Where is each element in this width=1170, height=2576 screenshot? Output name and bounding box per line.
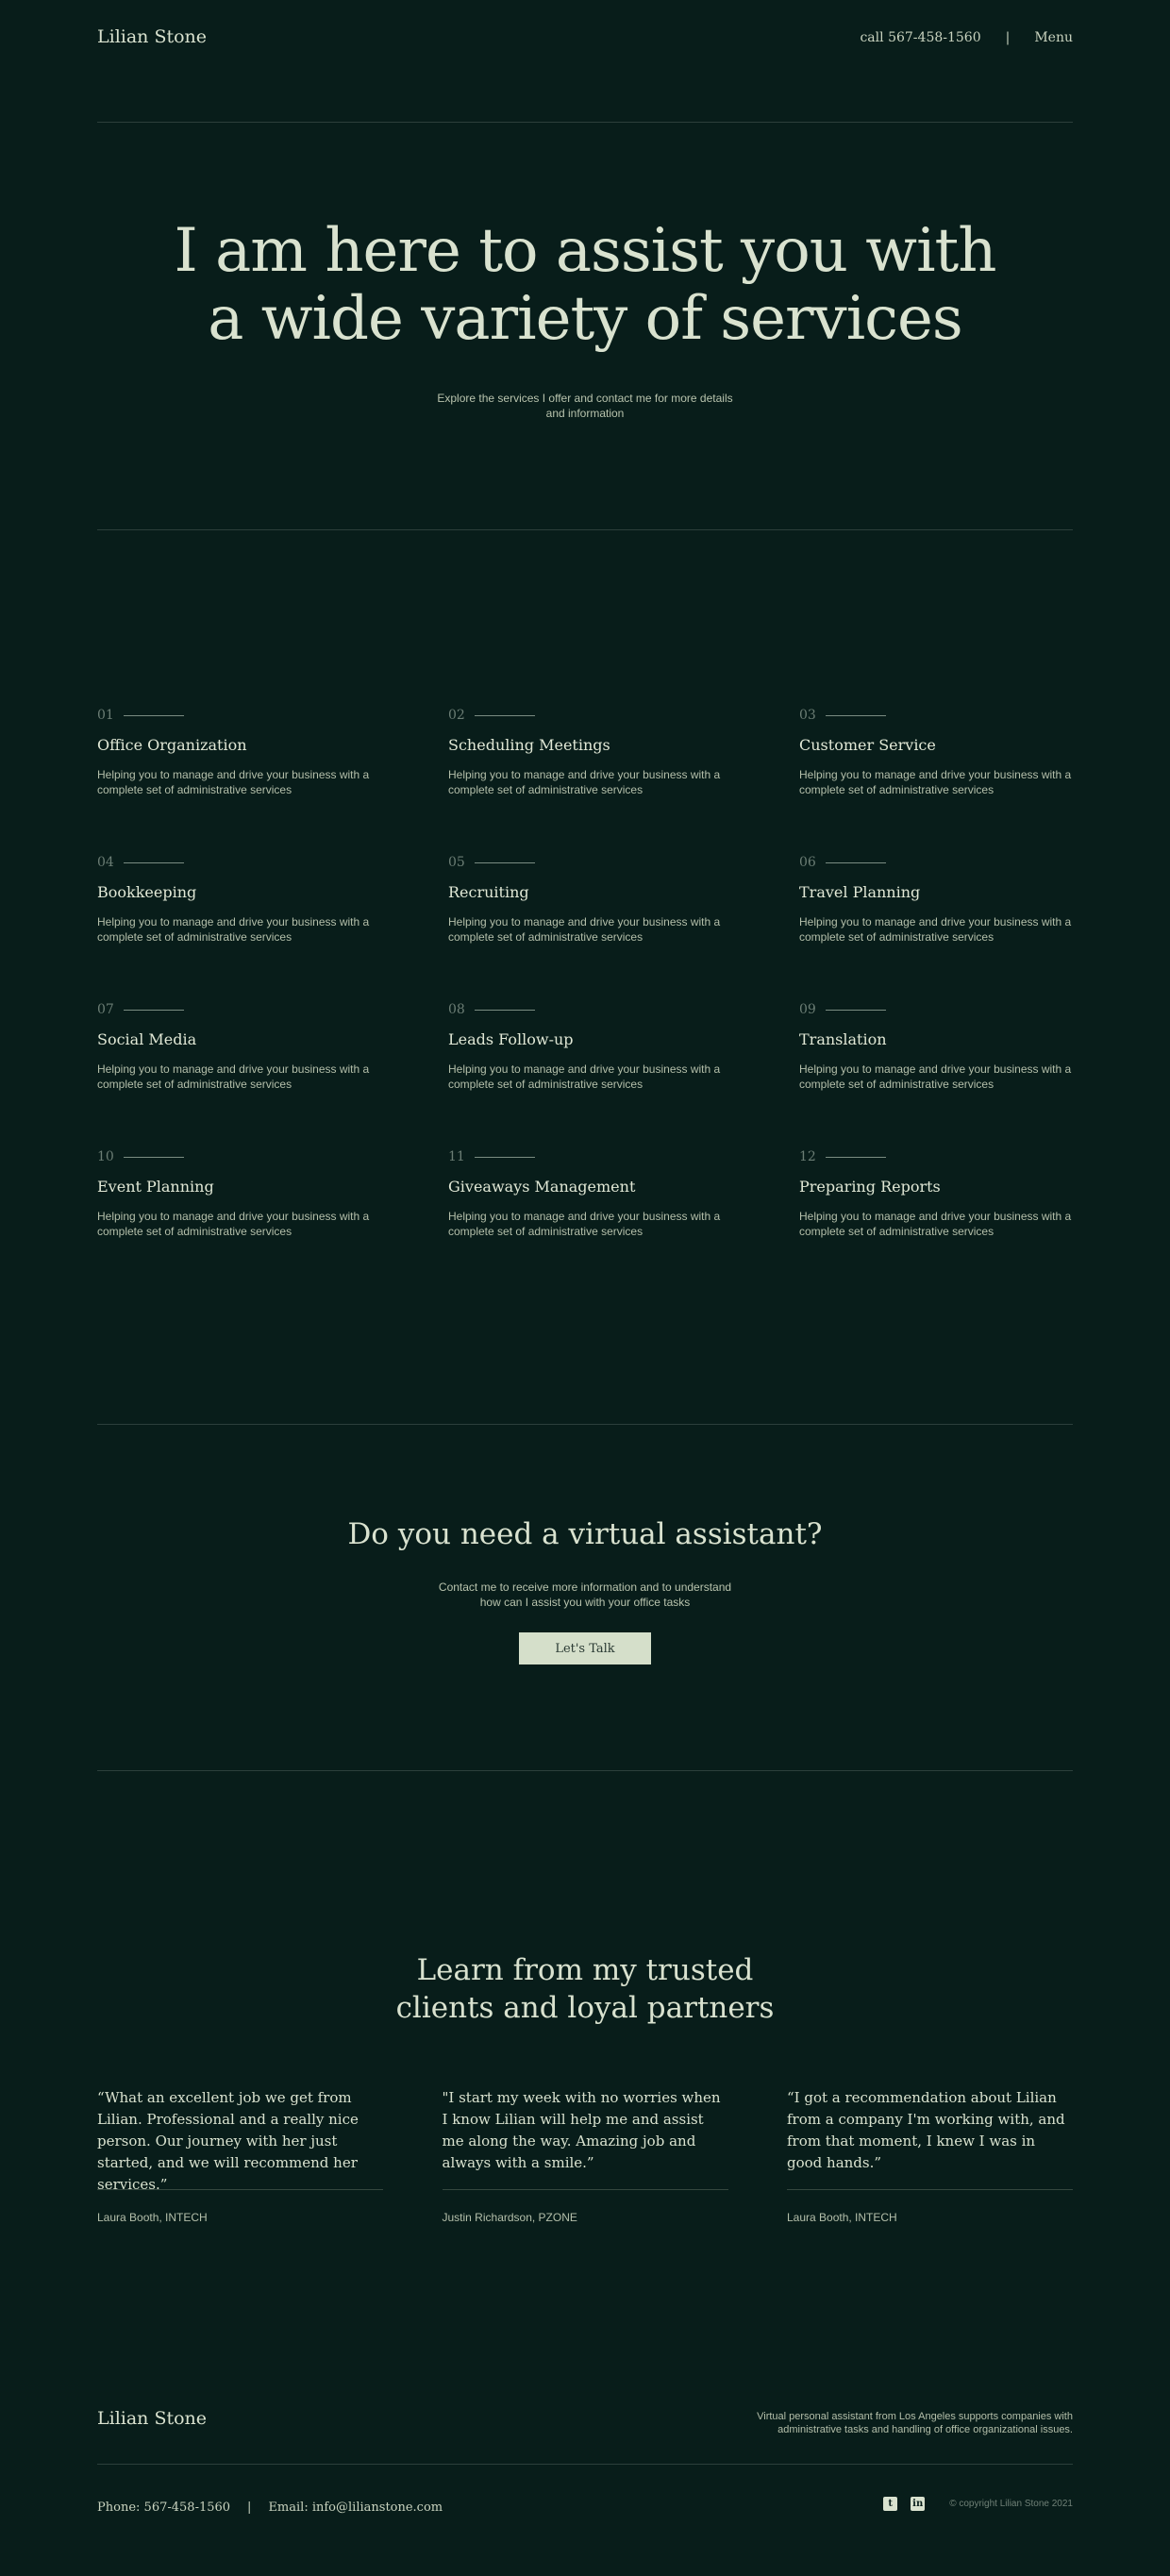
service-card — [799, 1002, 1073, 1149]
service-card — [448, 1002, 799, 1149]
service-number-line — [475, 1010, 535, 1011]
service-description: Helping you to manage and drive your business with a complete set of administrative services — [97, 1210, 370, 1238]
service-number-row — [799, 708, 1073, 723]
testimonials-title — [97, 1951, 1073, 2027]
cta-text: Contact me to receive more information and to understand how can I assist you with your office tasks — [438, 1581, 732, 1609]
service-description: Helping you to manage and drive your business with a complete set of administrative services — [799, 1210, 1072, 1238]
service-number: 05 — [448, 855, 465, 870]
lets-talk-button[interactable]: Let's Talk — [519, 1632, 651, 1664]
service-description: Helping you to manage and drive your business with a complete set of administrative services — [97, 1062, 370, 1091]
service-card — [799, 855, 1073, 1002]
footer-top — [97, 2408, 1073, 2446]
service-card — [97, 855, 448, 1002]
service-number: 06 — [799, 855, 816, 870]
service-description: Helping you to manage and drive your business with a complete set of administrative services — [448, 915, 721, 944]
service-card — [448, 855, 799, 1002]
hero-title-line1: I am here to assist you with — [174, 216, 996, 286]
header-divider: | — [1005, 30, 1011, 45]
hero-title-line2: a wide variety of services — [208, 284, 962, 354]
service-title: Translation — [799, 1030, 887, 1048]
service-title: Event Planning — [97, 1178, 214, 1196]
testimonial-quote: "I start my week with no worries when I know Lilian will help me and assist me along the way. Amazing job and always with a smile.” — [442, 2089, 721, 2171]
footer-email-link[interactable] — [268, 2501, 443, 2515]
service-description: Helping you to manage and drive your business with a complete set of administrative services — [799, 915, 1072, 944]
footer-email-label: Email: — [268, 2501, 309, 2515]
footer-logo[interactable]: Lilian Stone — [97, 2408, 208, 2429]
footer-phone: 567-458-1560 — [143, 2501, 231, 2515]
testimonial-divider — [787, 2189, 1073, 2190]
service-number-line — [826, 715, 886, 716]
header-right — [860, 30, 1073, 45]
service-number-line — [475, 862, 535, 863]
service-number-row — [97, 1149, 448, 1164]
service-number-line — [124, 1157, 184, 1158]
service-number: 09 — [799, 1002, 816, 1017]
testimonial-author: Laura Booth, INTECH — [787, 2211, 897, 2224]
service-title: Customer Service — [799, 736, 936, 754]
service-card — [97, 1002, 448, 1149]
service-card — [448, 708, 799, 855]
footer-description: Virtual personal assistant from Los Angeles supports companies with administrative tasks and handling of office organizational issues. — [757, 2411, 1073, 2435]
service-number-line — [124, 715, 184, 716]
service-number-row — [448, 855, 799, 870]
footer-contact — [97, 2501, 443, 2515]
service-card — [97, 1149, 448, 1296]
testimonials-list — [97, 2087, 1073, 2224]
footer-phone-link[interactable] — [97, 2501, 230, 2515]
testimonial-divider — [443, 2189, 728, 2190]
service-number: 10 — [97, 1149, 114, 1164]
service-number-row — [97, 855, 448, 870]
service-description: Helping you to manage and drive your business with a complete set of administrative services — [97, 768, 370, 796]
footer-email: info@lilianstone.com — [311, 2501, 443, 2515]
service-number: 11 — [448, 1149, 465, 1164]
service-number-row — [97, 1002, 448, 1017]
service-card — [448, 1149, 799, 1296]
testimonial — [787, 2087, 1073, 2224]
footer-bottom — [97, 2497, 1073, 2525]
hero — [97, 217, 1073, 421]
service-number-line — [826, 1010, 886, 1011]
service-title: Preparing Reports — [799, 1178, 941, 1196]
testimonial — [97, 2087, 383, 2224]
cta-section — [97, 1517, 1073, 1664]
service-number-row — [448, 1149, 799, 1164]
service-title: Recruiting — [448, 883, 529, 901]
testimonials-title-line2: clients and loyal partners — [395, 1991, 775, 2025]
service-card — [799, 1149, 1073, 1296]
service-number-row — [97, 708, 448, 723]
service-number: 04 — [97, 855, 114, 870]
divider — [97, 529, 1073, 530]
service-number: 01 — [97, 708, 114, 723]
logo[interactable]: Lilian Stone — [97, 26, 208, 47]
service-card — [799, 708, 1073, 855]
service-number-line — [826, 862, 886, 863]
copyright: © copyright Lilian Stone 2021 — [949, 2499, 1073, 2509]
service-description: Helping you to manage and drive your business with a complete set of administrative services — [799, 768, 1072, 796]
social-links — [883, 2497, 1073, 2511]
divider — [97, 122, 1073, 123]
service-description: Helping you to manage and drive your business with a complete set of administrative services — [97, 915, 370, 944]
service-title: Social Media — [97, 1030, 197, 1048]
testimonial — [443, 2087, 728, 2224]
service-number-row — [799, 1002, 1073, 1017]
divider — [97, 1770, 1073, 1771]
service-title: Office Organization — [97, 736, 247, 754]
twitter-icon[interactable]: t — [883, 2497, 897, 2511]
service-description: Helping you to manage and drive your business with a complete set of administrative services — [799, 1062, 1072, 1091]
service-title: Scheduling Meetings — [448, 736, 610, 754]
testimonial-quote: “I got a recommendation about Lilian from a company I'm working with, and from that moment, I knew I was in good hands.” — [787, 2089, 1065, 2171]
service-title: Bookkeeping — [97, 883, 197, 901]
testimonial-author: Justin Richardson, PZONE — [442, 2211, 577, 2224]
service-number-row — [448, 1002, 799, 1017]
service-number-line — [124, 1010, 184, 1011]
call-label: call — [860, 30, 884, 45]
header-phone: 567-458-1560 — [888, 30, 981, 45]
service-number: 12 — [799, 1149, 816, 1164]
service-title: Giveaways Management — [448, 1178, 636, 1196]
divider — [97, 1424, 1073, 1425]
divider — [97, 2464, 1073, 2465]
service-number-row — [448, 708, 799, 723]
service-number-line — [124, 862, 184, 863]
testimonials-title-line1: Learn from my trusted — [416, 1953, 754, 1987]
hero-title — [97, 217, 1073, 353]
menu-button[interactable]: Menu — [1034, 30, 1073, 45]
service-number-line — [475, 715, 535, 716]
service-number-line — [475, 1157, 535, 1158]
service-title: Leads Follow-up — [448, 1030, 574, 1048]
testimonial-author: Laura Booth, INTECH — [97, 2211, 208, 2224]
service-number: 07 — [97, 1002, 114, 1017]
footer-phone-label: Phone: — [97, 2501, 141, 2515]
linkedin-icon[interactable]: in — [912, 2499, 924, 2509]
cta-title: Do you need a virtual assistant? — [347, 1517, 823, 1551]
services-grid — [97, 708, 1073, 1296]
hero-subtitle: Explore the services I offer and contact me for more details and information — [437, 392, 733, 420]
service-number: 08 — [448, 1002, 465, 1017]
service-title: Travel Planning — [799, 883, 921, 901]
service-card — [97, 708, 448, 855]
service-number-line — [826, 1157, 886, 1158]
service-number: 02 — [448, 708, 465, 723]
service-description: Helping you to manage and drive your business with a complete set of administrative services — [448, 1062, 721, 1091]
service-description: Helping you to manage and drive your business with a complete set of administrative services — [448, 1210, 721, 1238]
service-number-row — [799, 1149, 1073, 1164]
service-number: 03 — [799, 708, 816, 723]
call-link[interactable] — [860, 30, 980, 45]
service-number-row — [799, 855, 1073, 870]
site-header — [97, 0, 1073, 75]
footer-divider: | — [247, 2501, 252, 2515]
testimonial-quote: “What an excellent job we get from Lilian. Professional and a really nice person. Our journey with her just started, and we will recommend her services.” — [97, 2089, 359, 2193]
service-description: Helping you to manage and drive your business with a complete set of administrative services — [448, 768, 721, 796]
